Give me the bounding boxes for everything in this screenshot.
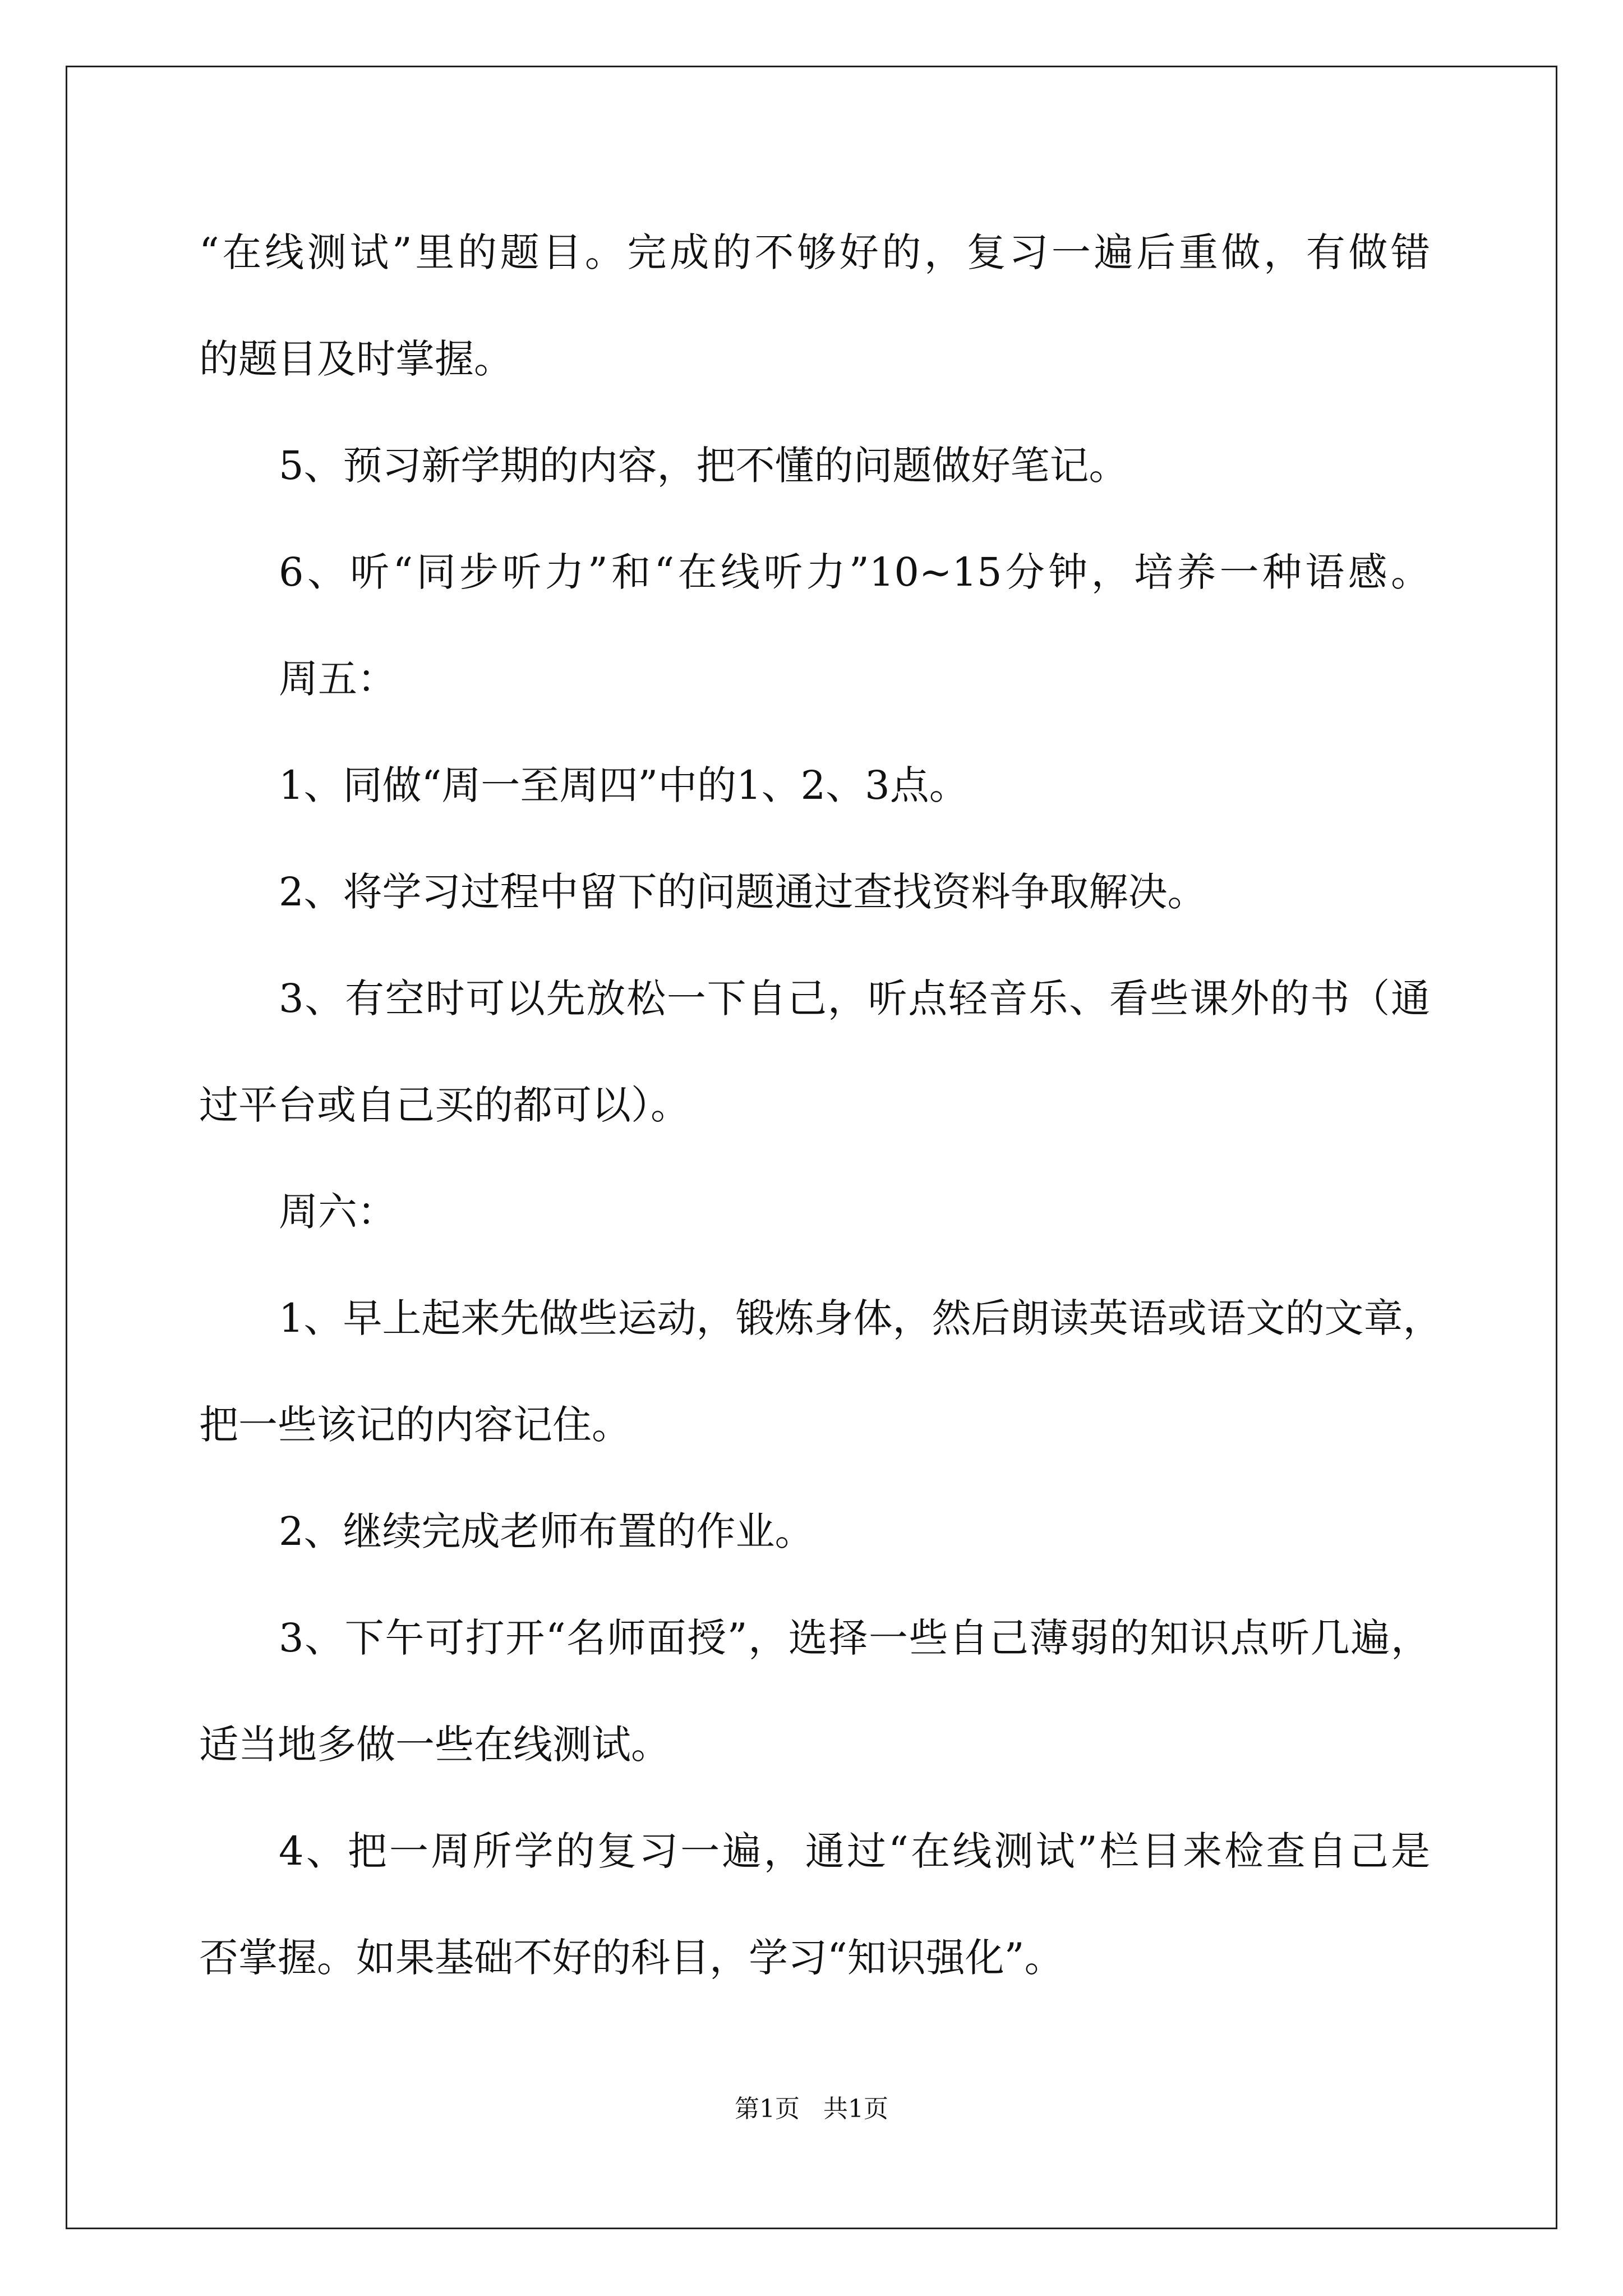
text-line: 把一些该记的内容记住。 xyxy=(199,1402,631,1448)
text-line: 1、同做“周一至周四”中的1、2、3点。 xyxy=(279,762,969,808)
page-footer: 第1页 共1页 xyxy=(735,2095,888,2123)
text-line: 2、将学习过程中留下的问题通过查找资料争取解决。 xyxy=(279,869,1207,915)
text-line: 4、把一周所学的复习一遍，通过“在线测试”栏目来检查自己是 xyxy=(279,1828,1430,1874)
text-line: 周六： xyxy=(279,1189,396,1235)
text-line: 2、继续完成老师布置的作业。 xyxy=(279,1508,814,1554)
text-line: 周五： xyxy=(279,656,396,702)
text-line: 否掌握。如果基础不好的科目，学习“知识强化”。 xyxy=(199,1935,1064,1981)
text-line: 过平台或自己买的都可以）。 xyxy=(199,1082,690,1128)
text-line: 1、早上起来先做些运动，锻炼身体，然后朗读英语或语文的文章， xyxy=(279,1295,1442,1341)
text-line: 3、有空时可以先放松一下自己，听点轻音乐、看些课外的书（通 xyxy=(279,976,1430,1022)
text-line: 5、预习新学期的内容，把不懂的问题做好笔记。 xyxy=(279,443,1128,489)
text-line: 适当地多做一些在线测试。 xyxy=(199,1722,670,1768)
text-line: “在线测试”里的题目。完成的不够好的，复习一遍后重做，有做错 xyxy=(199,229,1430,275)
text-line: 6、听“同步听力”和“在线听力”10~15分钟，培养一种语感。 xyxy=(279,549,1430,595)
text-line: 的题目及时掌握。 xyxy=(199,336,513,382)
document-body xyxy=(199,0,1442,2076)
text-line: 3、下午可打开“名师面授”，选择一些自己薄弱的知识点听几遍， xyxy=(279,1615,1430,1661)
